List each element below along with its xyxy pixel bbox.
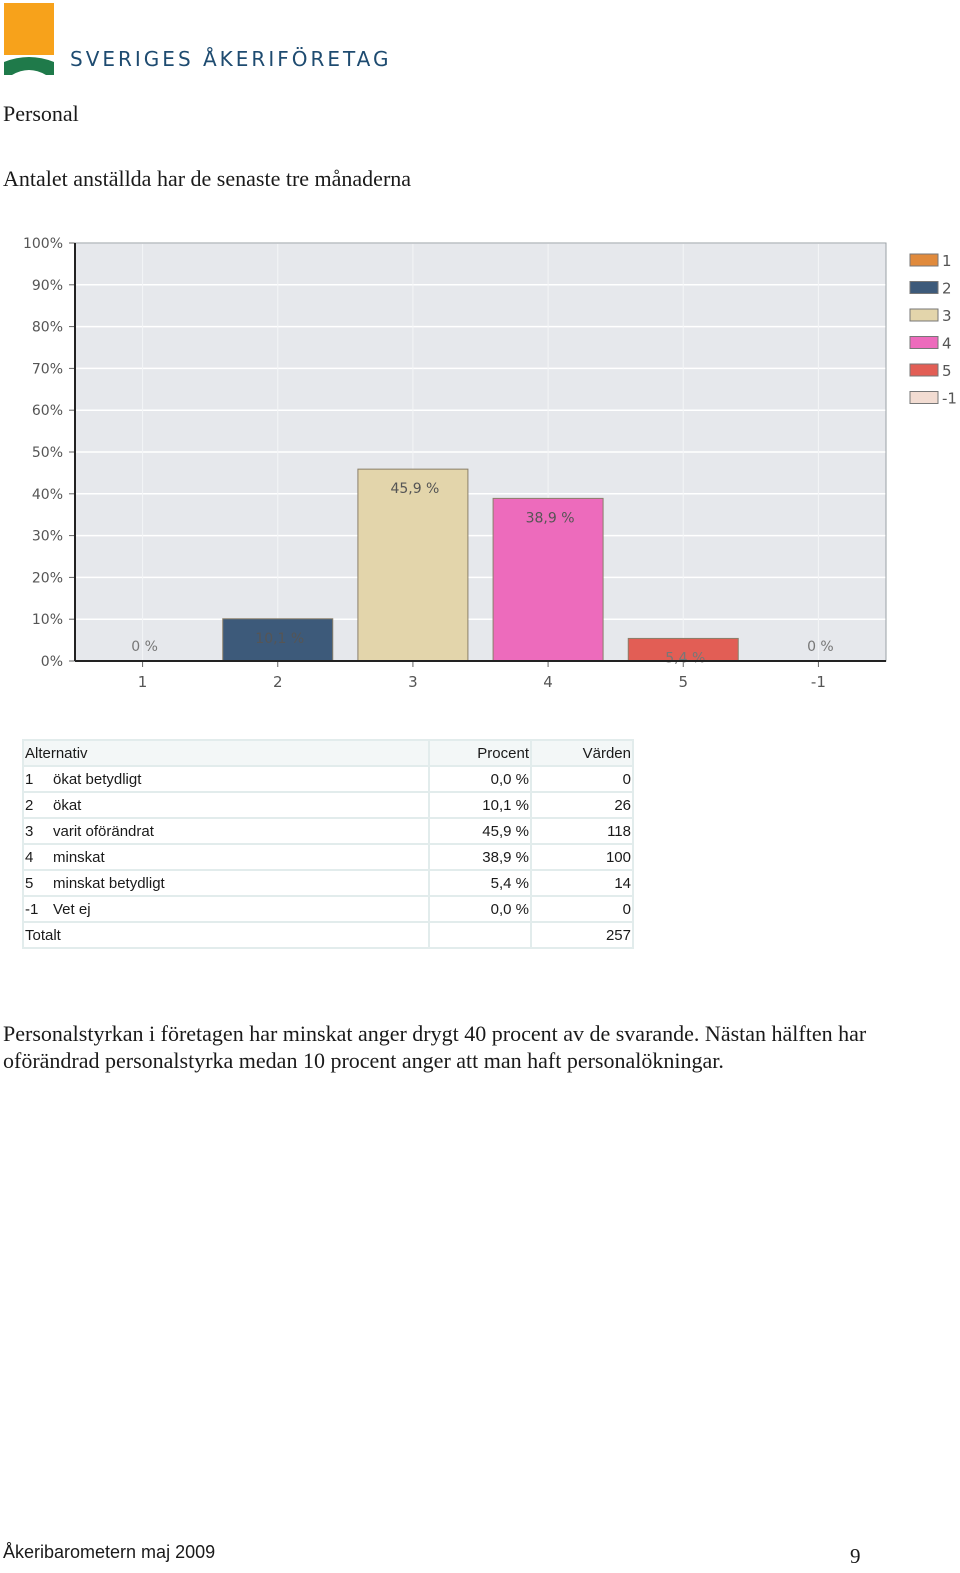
logo-text: SVERIGES ÅKERIFÖRETAG xyxy=(70,47,392,71)
row-percent: 0,0 % xyxy=(429,896,531,922)
row-value: 0 xyxy=(531,766,633,792)
row-number: -1 xyxy=(25,900,39,918)
table-row xyxy=(23,870,633,896)
section-title: Personal xyxy=(3,101,79,126)
bar-data-label: 5,4 % xyxy=(665,650,706,667)
y-tick-label: 0% xyxy=(40,654,63,670)
logo xyxy=(4,3,392,75)
row-value: 100 xyxy=(531,844,633,870)
x-tick-label: -1 xyxy=(810,673,826,691)
header-varden: Värden xyxy=(531,740,633,766)
row-value: 0 xyxy=(531,896,633,922)
x-tick-label: 4 xyxy=(543,673,553,691)
legend-label: -1 xyxy=(942,389,957,408)
total-value: 257 xyxy=(531,922,633,948)
row-label: Vet ej xyxy=(53,900,91,918)
results-table xyxy=(22,739,634,949)
row-number: 2 xyxy=(25,796,34,814)
summary-paragraph: Personalstyrkan i företagen har minskat anger drygt 40 procent av de svarande. Nästan hälften har oförändrad personalstyrka medan 10 procent anger att man haft personalökningar. xyxy=(3,1021,867,1073)
x-tick-label: 5 xyxy=(678,673,689,691)
header-procent: Procent xyxy=(429,740,531,766)
row-label: minskat betydligt xyxy=(53,874,165,892)
row-percent: 5,4 % xyxy=(429,870,531,896)
y-tick-label: 10% xyxy=(31,612,63,629)
row-percent: 0,0 % xyxy=(429,766,531,792)
table-header-row xyxy=(23,740,633,766)
logo-wave-icon xyxy=(4,55,54,75)
x-tick-label: 1 xyxy=(137,673,148,691)
legend-label: 2 xyxy=(942,279,952,298)
header-alternativ: Alternativ xyxy=(23,740,429,766)
row-number: 1 xyxy=(25,770,34,788)
legend-label: 4 xyxy=(942,334,952,353)
row-value: 14 xyxy=(531,870,633,896)
footer-title: Åkeribarometern maj 2009 xyxy=(3,1542,216,1562)
bar-data-label: 0 % xyxy=(131,639,158,655)
row-number: 3 xyxy=(25,822,34,840)
legend-swatch xyxy=(910,337,938,349)
table-row xyxy=(23,844,633,870)
total-percent xyxy=(429,922,531,948)
row-percent: 45,9 % xyxy=(429,818,531,844)
legend-swatch xyxy=(910,392,938,404)
row-percent: 10,1 % xyxy=(429,792,531,818)
y-tick-label: 40% xyxy=(31,486,63,503)
y-tick-label: 50% xyxy=(31,445,63,461)
y-tick-label: 70% xyxy=(31,361,63,378)
row-percent: 38,9 % xyxy=(429,844,531,870)
chart-svg xyxy=(0,225,960,700)
table-row xyxy=(23,792,633,818)
table-row xyxy=(23,766,633,792)
row-number: 4 xyxy=(25,848,34,866)
y-tick-label: 90% xyxy=(31,277,63,294)
bar-data-label: 0 % xyxy=(807,639,834,655)
table-total-row xyxy=(23,922,633,948)
legend-label: 3 xyxy=(942,307,952,325)
y-tick-label: 80% xyxy=(31,319,63,336)
row-value: 118 xyxy=(531,818,633,844)
bar-data-label: 45,9 % xyxy=(390,481,440,498)
legend-swatch xyxy=(910,254,938,266)
y-tick-label: 100% xyxy=(22,236,63,252)
row-label: ökat xyxy=(53,796,82,814)
table-row xyxy=(23,896,633,922)
bar-data-label: 10,1 % xyxy=(255,630,305,647)
row-label: varit oförändrat xyxy=(53,822,154,840)
chart-title: Antalet anställda har de senaste tre månaderna xyxy=(3,166,412,191)
row-value: 26 xyxy=(531,792,633,818)
row-label: ökat betydligt xyxy=(53,770,142,788)
bar xyxy=(358,469,468,661)
table-row xyxy=(23,818,633,844)
x-tick-label: 3 xyxy=(408,673,418,691)
bar-data-label: 38,9 % xyxy=(525,510,575,527)
legend-swatch xyxy=(910,309,938,321)
row-number: 5 xyxy=(25,874,34,892)
legend-swatch xyxy=(910,282,938,294)
legend-label: 1 xyxy=(942,252,952,270)
bar-chart xyxy=(0,225,960,700)
y-tick-label: 30% xyxy=(31,528,63,545)
legend-label: 5 xyxy=(942,362,952,380)
total-label: Totalt xyxy=(23,922,429,948)
row-label: minskat xyxy=(53,848,105,866)
x-tick-label: 2 xyxy=(272,673,283,691)
y-tick-label: 20% xyxy=(31,570,63,587)
legend-swatch xyxy=(910,364,938,376)
logo-square-icon xyxy=(4,3,54,55)
page-number: 9 xyxy=(850,1544,861,1568)
y-tick-label: 60% xyxy=(31,403,63,420)
